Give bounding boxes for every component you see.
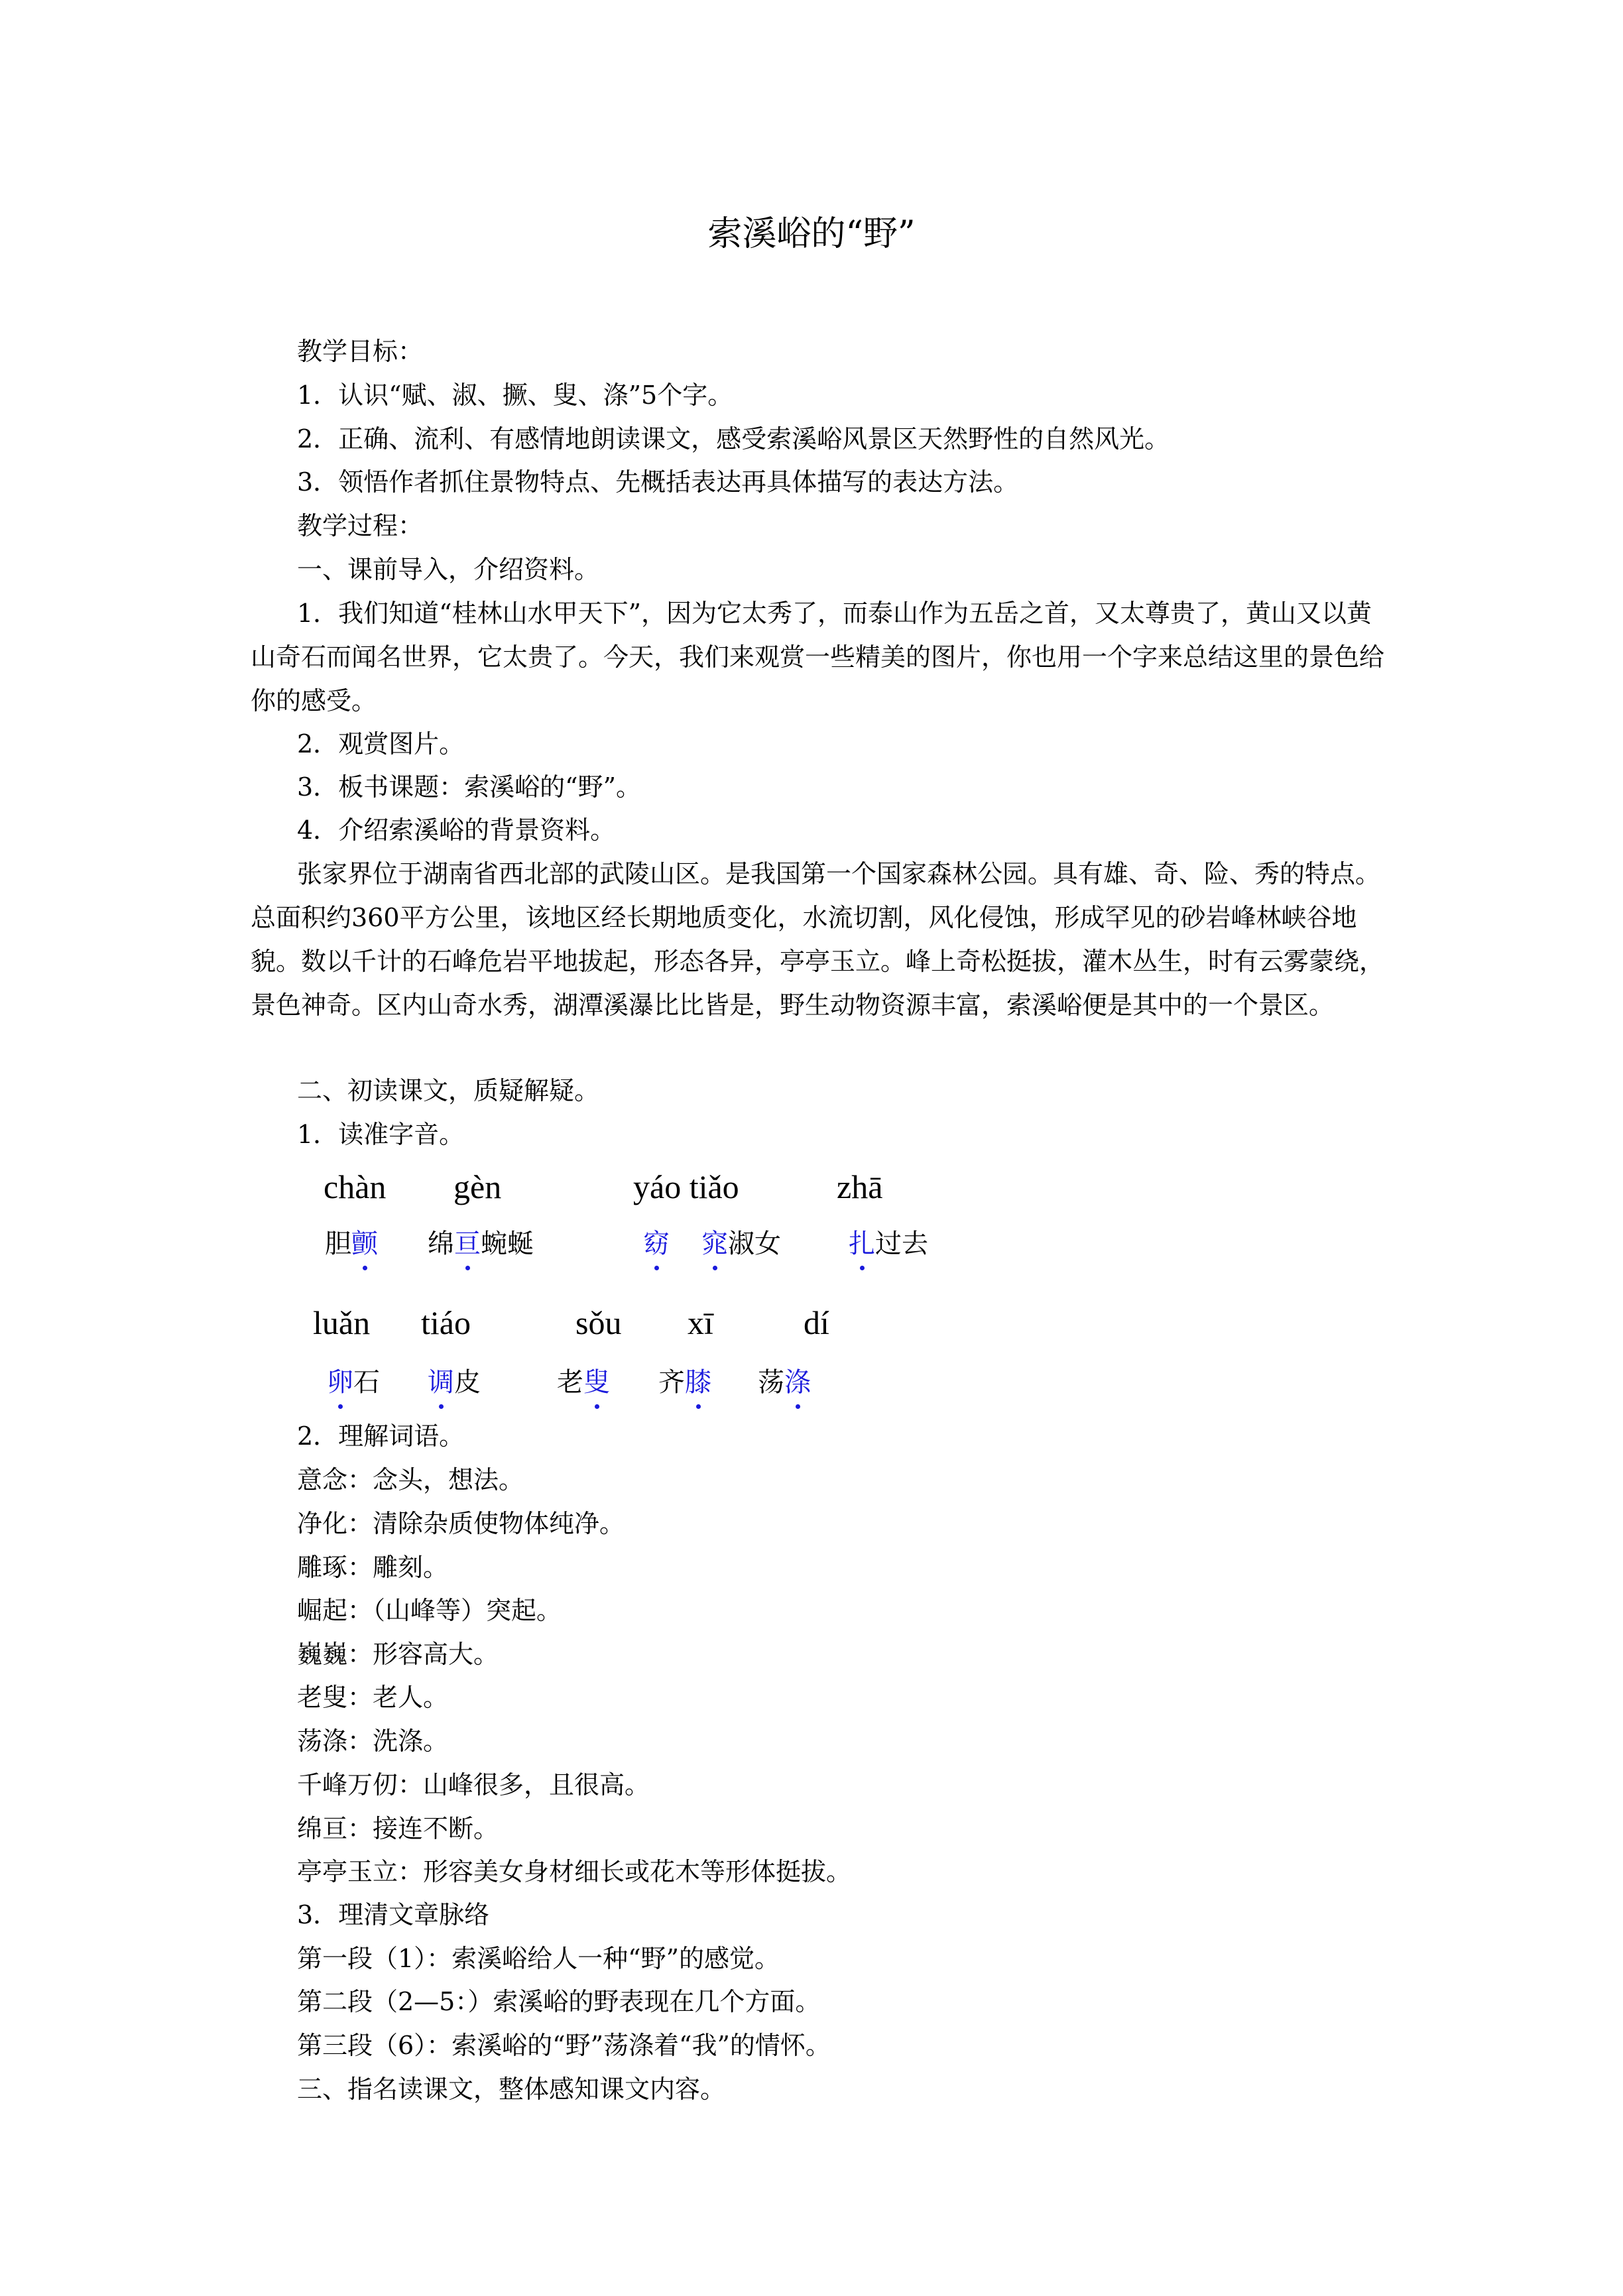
highlighted-char: 涤 (784, 1364, 811, 1401)
process-heading: 教学过程： (297, 511, 424, 540)
vocab-definition: 千峰万仞：山峰很多，且很高。 (297, 1770, 650, 1799)
list-item: 2．理解词语。 (297, 1421, 465, 1451)
highlighted-char: 扎 (849, 1225, 875, 1262)
intro-paragraph: 1．我们知道“桂林山水甲天下”，因为它太秀了，而泰山作为五岳之首，又太尊贵了，黄山又以黄山奇石而闻名世界，它太贵了。今天，我们来观赏一些精美的图片，你也用一个字来总结这里的景色给你的感受。 (251, 599, 1385, 715)
vocab-word: 绵亘蜿蜒 (428, 1225, 534, 1262)
section-heading: 一、课前导入，介绍资料。 (297, 555, 600, 584)
vocab-word: 胆颤 (325, 1225, 378, 1262)
objective-item: 2．正确、流利、有感情地朗读课文，感受索溪峪风景区天然野性的自然风光。 (297, 424, 1170, 453)
vocab-word: 齐膝 (658, 1364, 711, 1401)
pinyin: gèn (453, 1168, 502, 1205)
highlighted-char: 调 (428, 1364, 454, 1401)
vocab-definition: 老叟：老人。 (297, 1683, 449, 1712)
list-item: 2．观赏图片。 (297, 729, 465, 758)
pinyin: tiáo (421, 1304, 471, 1341)
vocab-definition: 意念：念头，想法。 (297, 1465, 524, 1494)
highlighted-char: 窈 (643, 1225, 670, 1262)
pinyin: yáo tiǎo (633, 1168, 739, 1205)
vocab-definition: 雕琢：雕刻。 (297, 1553, 449, 1582)
page-title: 索溪峪的“野” (707, 214, 916, 254)
structure-item: 第二段（2—5：）索溪峪的野表现在几个方面。 (297, 1987, 821, 2016)
vocab-definition: 净化：清除杂质使物体纯净。 (297, 1509, 625, 1538)
list-item: 4．介绍索溪峪的背景资料。 (297, 816, 616, 845)
vocab-definition: 亭亭玉立：形容美女身材细长或花木等形体挺拔。 (297, 1857, 852, 1886)
vocab-definition: 巍巍：形容高大。 (297, 1640, 499, 1669)
vocab-word (643, 1225, 670, 1262)
pinyin: chàn (324, 1168, 387, 1205)
vocab-word: 扎过去 (849, 1225, 928, 1262)
vocab-word: 卵石 (327, 1364, 380, 1401)
highlighted-char: 卵 (327, 1364, 353, 1401)
section-heading: 三、指名读课文，整体感知课文内容。 (297, 2075, 726, 2104)
vocab-word: 老叟 (557, 1364, 610, 1401)
highlighted-char: 窕 (701, 1225, 728, 1262)
objective-item: 3．领悟作者抓住景物特点、先概括表达再具体描写的表达方法。 (297, 467, 1019, 497)
pinyin: luǎn (313, 1304, 371, 1341)
vocab-definition: 绵亘：接连不断。 (297, 1814, 499, 1843)
highlighted-char: 叟 (583, 1364, 610, 1401)
highlighted-char: 颤 (351, 1225, 378, 1262)
pinyin: zhā (837, 1168, 883, 1205)
structure-item: 第三段（6）：索溪峪的“野”荡涤着“我”的情怀。 (297, 2031, 831, 2060)
list-item: 3．板书课题：索溪峪的“野”。 (297, 772, 642, 802)
pinyin: dí (804, 1304, 829, 1341)
objective-item: 1．认识“赋、淑、撅、叟、涤”5个字。 (297, 381, 733, 410)
vocab-word: 调皮 (428, 1364, 481, 1401)
highlighted-char: 亘 (454, 1225, 481, 1262)
highlighted-char: 膝 (685, 1364, 711, 1401)
list-item: 1．读准字音。 (297, 1120, 465, 1149)
section-heading: 二、初读课文，质疑解疑。 (297, 1076, 600, 1105)
vocab-word: 窕淑女 (701, 1225, 781, 1262)
background-paragraph: 张家界位于湖南省西北部的武陵山区。是我国第一个国家森林公园。具有雄、奇、险、秀的特点。总面积约360平方公里，该地区经长期地质变化，水流切割，风化侵蚀，形成罕见的砂岩峰林峡谷地貌。数以千计的石峰危岩平地拔起，形态各异，亭亭玉立。峰上奇松挺拔，灌木丛生，时有云雾蒙绕，景色神奇。区内山奇水秀，湖潭溪瀑比比皆是，野生动物资源丰富，索溪峪便是其中的一个景区。 (251, 859, 1385, 1020)
vocab-word: 荡涤 (758, 1364, 811, 1401)
vocab-definition: 崛起：（山峰等）突起。 (297, 1596, 562, 1625)
objectives-heading: 教学目标： (297, 337, 424, 366)
list-item: 3．理清文章脉络 (297, 1900, 490, 1929)
pinyin: xī (688, 1304, 713, 1341)
vocab-definition: 荡涤：洗涤。 (297, 1726, 449, 1756)
pinyin: sǒu (575, 1304, 622, 1341)
structure-item: 第一段（1）：索溪峪给人一种“野”的感觉。 (297, 1944, 780, 1973)
